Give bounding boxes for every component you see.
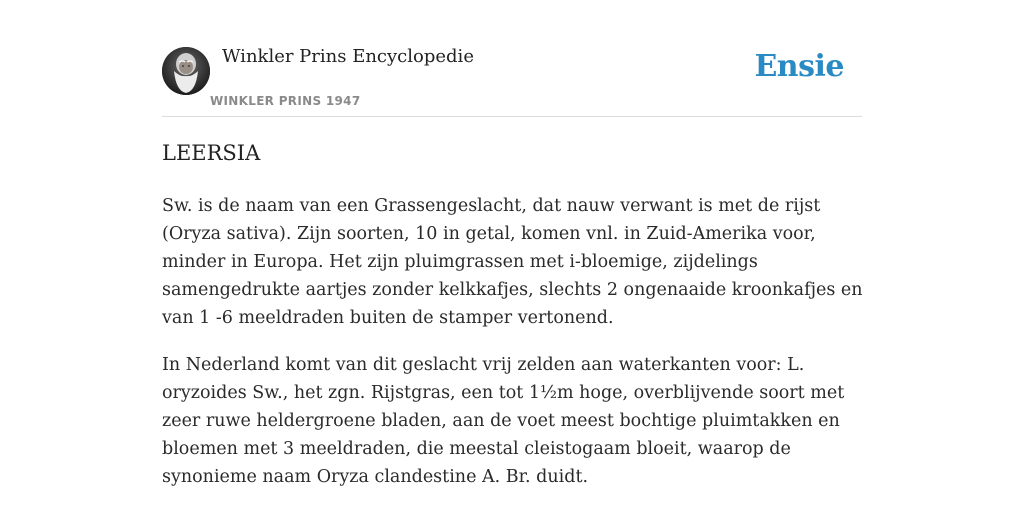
article-paragraph-1: Sw. is de naam van een Grassengeslacht, dat nauw verwant is met de rijst (Oryza sativa). Zijn soorten, 10 in getal, komen vnl. in Zuid-Amerika voor, minder in Europa. Het zijn pluimgrassen met i-bloemige, zijdelings samengedrukte aartjes zonder kelkkafjes, slechts 2 ongenaaide kroonkafjes en van 1 -6 meeldraden buiten de stamper vertonend. — [162, 196, 863, 328]
author-portrait-icon[interactable] — [162, 47, 210, 95]
header — [162, 40, 862, 117]
portrait-image — [162, 47, 210, 95]
ensie-logo[interactable]: Ensie — [754, 49, 844, 84]
article-paragraph-2: In Nederland komt van dit geslacht vrij zelden aan waterkanten voor: L. oryzoides Sw., het zgn. Rijstgras, een tot 1½m hoge, overblijvende soort met zeer ruwe heldergroene bladen, aan de voet meest bochtige pluimtakken en bloemen met 3 meeldraden, die meestal cleistogaam bloeit, waarop de synonieme naam Oryza clandestine A. Br. duidt. — [162, 355, 845, 487]
edition-label[interactable]: WINKLER PRINS 1947 — [210, 94, 361, 108]
article-title: LEERSIA — [162, 141, 261, 165]
source-name-link[interactable]: Winkler Prins Encyclopedie — [222, 46, 474, 67]
